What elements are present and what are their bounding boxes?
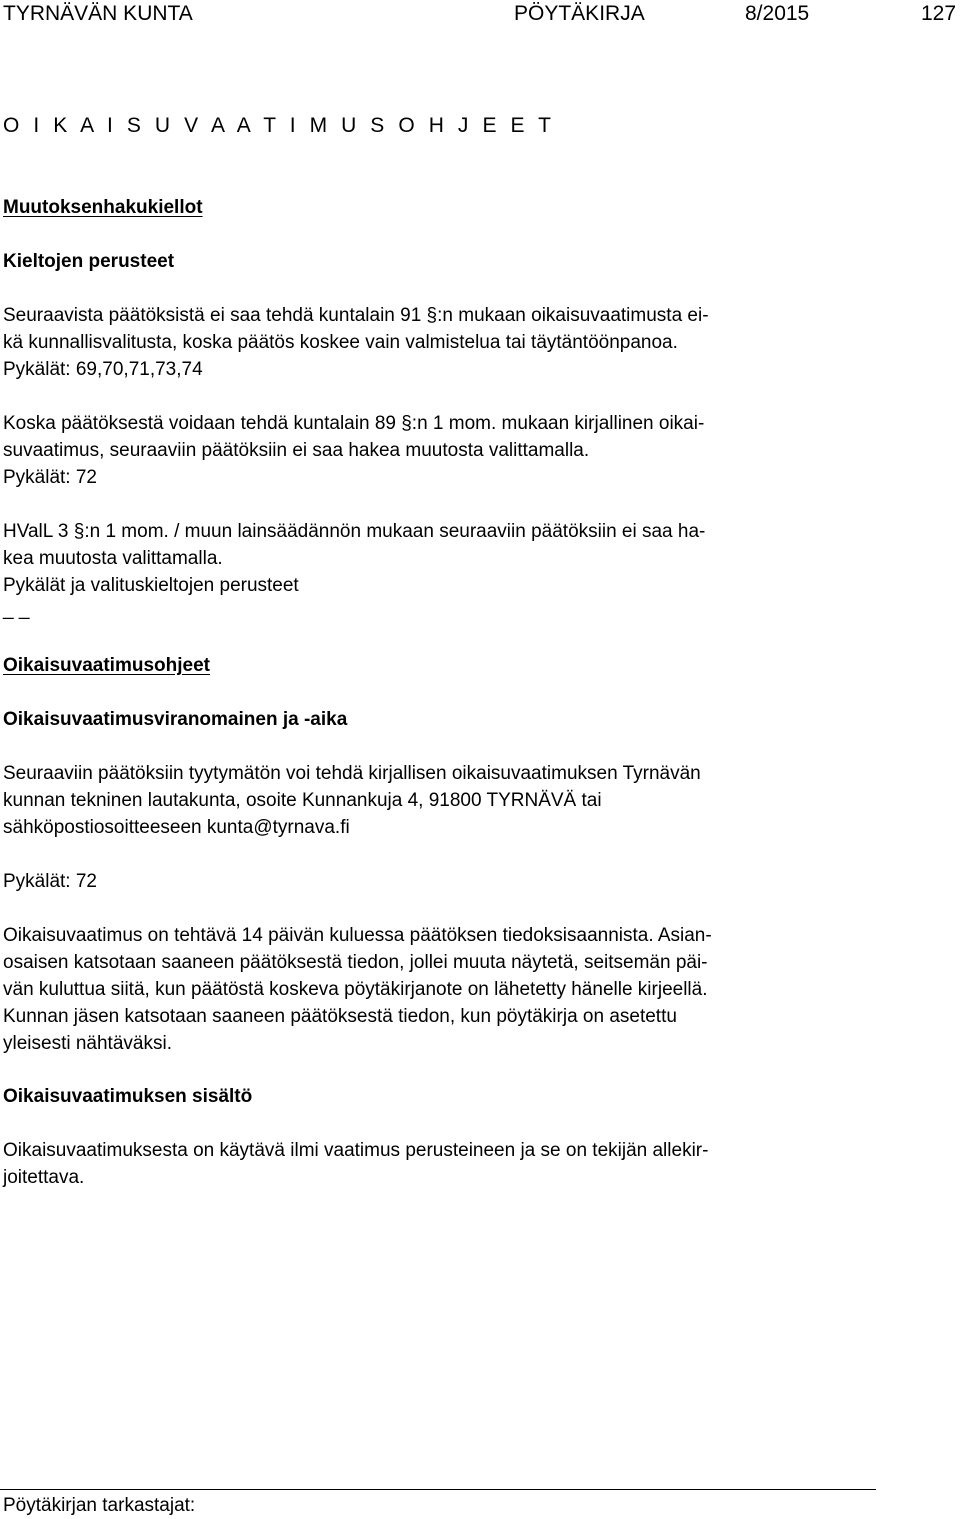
paragraph-line: yleisesti nähtäväksi. — [3, 1033, 172, 1054]
document-title: O I K A I S U V A A T I M U S O H J E E T — [3, 114, 556, 137]
placeholder-dashes: _ _ — [3, 599, 30, 620]
header-org: TYRNÄVÄN KUNTA — [3, 2, 193, 25]
paragraph-line: vän kuluttua siitä, kun päätöstä koskeva pöytäkirjanote on lähetetty hänelle kirjeellä. — [3, 979, 708, 1000]
paragraph-line: Pykälät: 72 — [3, 467, 97, 488]
paragraph-line: kea muutosta valittamalla. — [3, 548, 223, 569]
paragraph-line: Oikaisuvaatimus on tehtävä 14 päivän kuluessa päätöksen tiedoksisaannista. Asian- — [3, 925, 712, 946]
paragraph-line: Koska päätöksestä voidaan tehdä kuntalain 89 §:n 1 mom. mukaan kirjallinen oikai- — [3, 413, 705, 434]
paragraph-line: Seuraavista päätöksistä ei saa tehdä kuntalain 91 §:n mukaan oikaisuvaatimusta ei- — [3, 305, 709, 326]
paragraph-line: kunnan tekninen lautakunta, osoite Kunnankuja 4, 91800 TYRNÄVÄ tai — [3, 790, 602, 811]
subheading-kieltojen-perusteet: Kieltojen perusteet — [3, 251, 175, 272]
paragraph-line: HValL 3 §:n 1 mom. / muun lainsäädännön mukaan seuraaviin päätöksiin ei saa ha- — [3, 521, 706, 542]
section-heading-oikaisuvaatimusohjeet: Oikaisuvaatimusohjeet — [3, 655, 210, 676]
footer-reviewers-label: Pöytäkirjan tarkastajat: — [3, 1495, 196, 1516]
paragraph-line: Seuraaviin päätöksiin tyytymätön voi tehdä kirjallisen oikaisuvaatimuksen Tyrnävän — [3, 763, 701, 784]
paragraph-line: Oikaisuvaatimuksesta on käytävä ilmi vaatimus perusteineen ja se on tekijän allekir- — [3, 1140, 709, 1161]
header-page-number: 127 — [921, 2, 957, 25]
header-doc-number: 8/2015 — [745, 2, 810, 25]
paragraph-line: joitettava. — [3, 1167, 85, 1188]
paragraph-line: Kunnan jäsen katsotaan saaneen päätöksestä tiedon, kun pöytäkirja on asetettu — [3, 1006, 677, 1027]
paragraph-line: kä kunnallisvalitusta, koska päätös koskee vain valmistelua tai täytäntöönpanoa. — [3, 332, 678, 353]
header-doc-type: PÖYTÄKIRJA — [514, 2, 645, 25]
paragraph-line: Pykälät: 69,70,71,73,74 — [3, 359, 203, 380]
paragraph-line: suvaatimus, seuraaviin päätöksiin ei saa hakea muutosta valittamalla. — [3, 440, 590, 461]
footer-divider — [0, 1489, 876, 1490]
paragraph-line: sähköpostiosoitteeseen kunta@tyrnava.fi — [3, 817, 350, 838]
section-heading-muutoksenhakukiellot: Muutoksenhakukiellot — [3, 197, 203, 218]
page-header — [0, 0, 960, 28]
paragraph-line: osaisen katsotaan saaneen päätöksestä tiedon, jollei muuta näytetä, seitsemän päi- — [3, 952, 708, 973]
subheading-viranomainen-ja-aika: Oikaisuvaatimusviranomainen ja -aika — [3, 709, 348, 730]
paragraph-line: Pykälät ja valituskieltojen perusteet — [3, 575, 299, 596]
paragraph-line: Pykälät: 72 — [3, 871, 97, 892]
section-heading-oikaisuvaatimuksen-sisalto: Oikaisuvaatimuksen sisältö — [3, 1086, 253, 1107]
